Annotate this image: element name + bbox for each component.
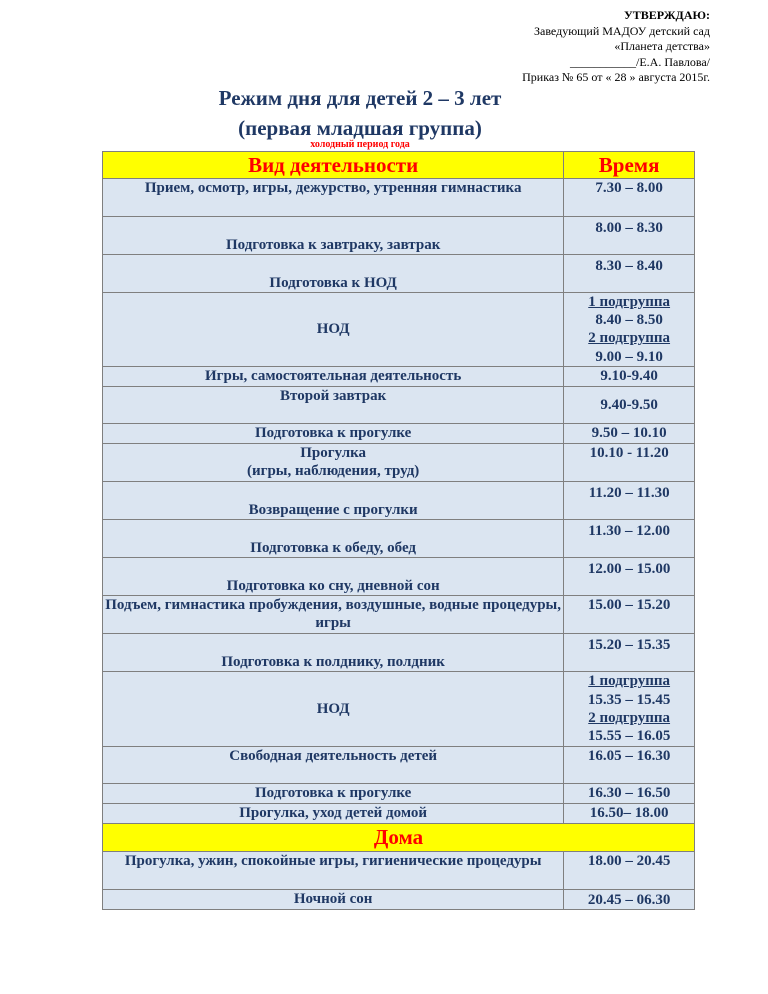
schedule-table — [102, 151, 695, 910]
time-cell: 9.10-9.40 — [564, 366, 695, 386]
subgroup-label: 1 подгруппа — [588, 673, 671, 690]
activity-cell: Подготовка к полднику, полдник — [103, 633, 564, 671]
time-cell: 15.00 – 15.20 — [564, 595, 695, 633]
time-range: 9.00 – 9.10 — [595, 348, 663, 365]
subgroup-label: 2 подгруппа — [588, 709, 671, 726]
table-row — [103, 803, 695, 823]
table-row — [103, 293, 695, 367]
time-range: 15.35 – 15.45 — [587, 691, 671, 708]
table-row — [103, 595, 695, 633]
activity-line: Прогулка — [300, 445, 367, 462]
activity-cell: Второй завтрак — [103, 386, 564, 423]
activity-cell: Подготовка к прогулке — [103, 783, 564, 803]
table-row — [103, 783, 695, 803]
approval-line-head: Заведующий МАДОУ детский сад — [534, 23, 710, 38]
time-range: 8.40 – 8.50 — [595, 312, 663, 329]
table-row — [103, 889, 695, 909]
approval-title: УТВЕРЖДАЮ: — [623, 8, 710, 22]
subgroup-label: 1 подгруппа — [588, 294, 671, 310]
time-cell: 16.50– 18.00 — [564, 803, 695, 823]
activity-cell: Свободная деятельность детей — [103, 746, 564, 783]
activity-cell: Ночной сон — [103, 889, 564, 909]
activity-line: (игры, наблюдения, труд) — [247, 463, 420, 480]
home-label: Дома — [103, 823, 695, 851]
table-row — [103, 217, 695, 255]
time-cell: 16.05 – 16.30 — [564, 746, 695, 783]
activity-cell: Подъем, гимнастика пробуждения, воздушные, водные процедуры, игры — [103, 595, 564, 633]
time-cell: 7.30 – 8.00 — [564, 179, 695, 217]
activity-cell: Подготовка к завтраку, завтрак — [103, 217, 564, 255]
page-title: Режим дня для детей 2 – 3 лет — [218, 86, 502, 110]
approval-line-signature: ___________/Е.А. Павлова/ — [570, 54, 710, 69]
activity-cell: НОД — [103, 293, 564, 367]
time-cell: 11.30 – 12.00 — [564, 519, 695, 557]
time-cell: 8.00 – 8.30 — [564, 217, 695, 255]
time-cell: 8.30 – 8.40 — [564, 255, 695, 293]
activity-cell: Прогулка, уход детей домой — [103, 803, 564, 823]
activity-cell — [103, 443, 564, 481]
activity-cell: Прогулка, ужин, спокойные игры, гигиенические процедуры — [103, 851, 564, 889]
time-cell: 12.00 – 15.00 — [564, 557, 695, 595]
time-cell: 9.50 – 10.10 — [564, 423, 695, 443]
time-cell — [564, 671, 695, 746]
page-subtitle: (первая младшая группа) — [238, 116, 482, 140]
table-row — [103, 366, 695, 386]
table-row — [103, 557, 695, 595]
activity-cell: Возвращение с прогулки — [103, 481, 564, 519]
table-row — [103, 519, 695, 557]
activity-cell: Подготовка к обеду, обед — [103, 519, 564, 557]
time-range: 15.55 – 16.05 — [587, 728, 671, 745]
time-cell: 11.20 – 11.30 — [564, 481, 695, 519]
time-cell: 10.10 - 11.20 — [564, 443, 695, 481]
table-row — [103, 443, 695, 481]
time-cell — [564, 293, 695, 367]
season-label: холодный период года — [310, 139, 410, 150]
time-cell: 15.20 – 15.35 — [564, 633, 695, 671]
activity-cell: Подготовка к НОД — [103, 255, 564, 293]
table-row — [103, 851, 695, 889]
table-row — [103, 179, 695, 217]
time-cell: 20.45 – 06.30 — [564, 889, 695, 909]
activity-cell: Игры, самостоятельная деятельность — [103, 366, 564, 386]
activity-cell: НОД — [103, 671, 564, 746]
time-cell: 9.40-9.50 — [564, 386, 695, 423]
activity-cell: Подготовка ко сну, дневной сон — [103, 557, 564, 595]
table-row — [103, 633, 695, 671]
approval-block — [450, 8, 710, 86]
header-activity: Вид деятельности — [103, 152, 564, 179]
activity-cell: Прием, осмотр, игры, дежурство, утренняя гимнастика — [103, 179, 564, 217]
time-cell: 18.00 – 20.45 — [564, 851, 695, 889]
subgroup-label: 2 подгруппа — [588, 330, 671, 347]
table-row — [103, 255, 695, 293]
table-row — [103, 671, 695, 746]
approval-line-org: «Планета детства» — [614, 39, 710, 53]
table-row — [103, 386, 695, 423]
table-header-row — [103, 152, 695, 179]
home-header-row — [103, 823, 695, 851]
time-cell: 16.30 – 16.50 — [564, 783, 695, 803]
activity-cell: Подготовка к прогулке — [103, 423, 564, 443]
table-row — [103, 481, 695, 519]
table-row — [103, 746, 695, 783]
header-time: Время — [564, 152, 695, 179]
table-row — [103, 423, 695, 443]
approval-line-order: Приказ № 65 от « 28 » августа 2015г. — [522, 70, 710, 84]
